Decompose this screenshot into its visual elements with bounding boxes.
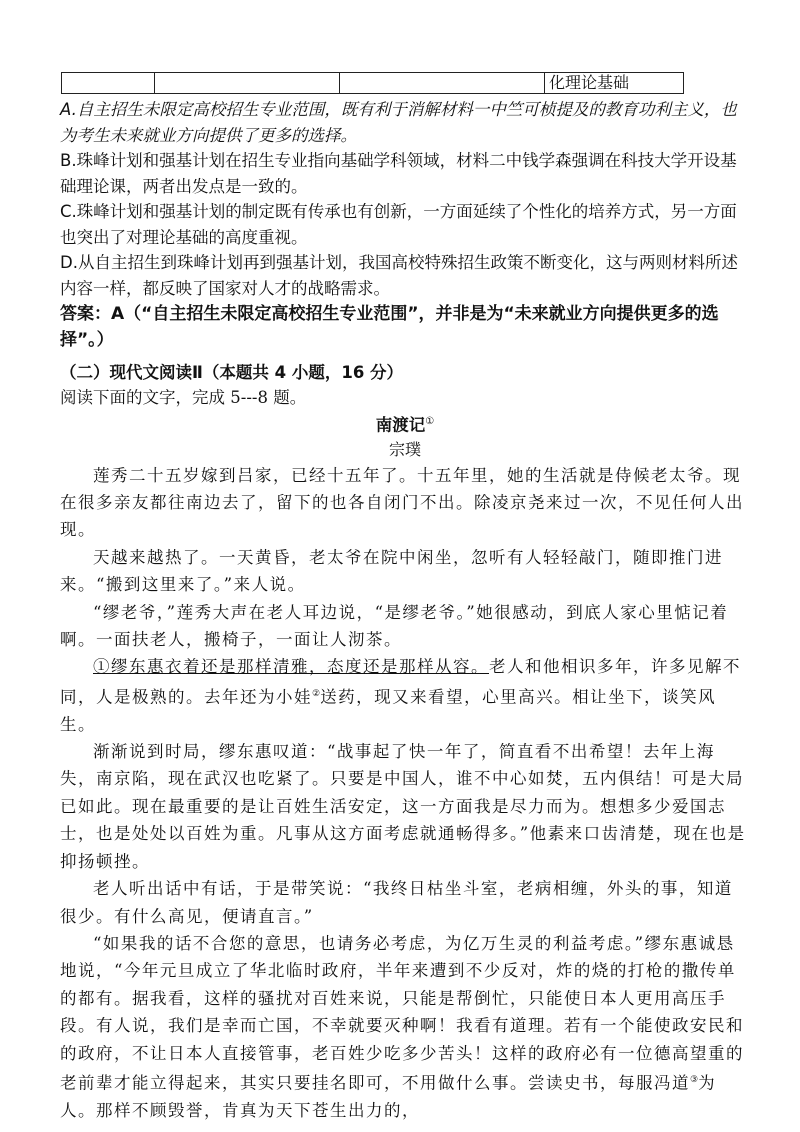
paragraph-text: “如果我的话不合您的意思，也请务必考虑，为亿万生灵的利益考虑。”缪东惠诚恳地说，“今年元旦成立了华北临时政府，半年来遭到不少反对，炸的烧的打枪的撒传单的都有。据我看，这样的骚扰对百姓来说，只能是帮倒忙，只能使日本人更用高压手段。有人说，我们是幸而亡国，不幸就要灭种啊！我看有道理。若有一个能使政安民和的政府，不让日本人直接管事，老百姓少吃多少苦头！这样的政府必有一位德高望重的老前辈才能立得起来，其实只要挂名即可，不用做什么事。尝读史书，每服冯道 [60,933,744,1093]
paragraph: 老人听出话中有话，于是带笑说：“我终日枯坐斗室，老病相缠，外头的事，知道很少。有什么高见，便请直言。” [60,879,733,926]
underlined-sentence: ①缪东惠衣着还是那样清雅，态度还是那样从容。 [93,657,489,677]
paragraph: 渐渐说到时局，缪东惠叹道：“战事起了快一年了，简直看不出希望！去年上海失，南京陷，现在武汉也吃紧了。只要是中国人，谁不中心如焚，五内俱结！可是大局已如此。现在最重要的是让百姓生活安定，这一方面我是尽力而为。想想多少爱国志士，也是处处以百姓为重。凡事从这方面考虑就通畅得多。”他素来口齿清楚，现在也是抑扬顿挫。 [60,742,746,871]
paragraph: 天越来越热了。一天黄昏，老太爷在院中闲坐，忽听有人轻轻敲门，随即推门进来。“搬到这里来了。”来人说。 [60,547,723,595]
table-cell: 化理论基础 [545,73,684,94]
article [60,410,750,1124]
article-title [60,410,750,438]
article-author: 宗璞 [388,439,421,459]
table-cell [340,73,545,94]
section-heading: （二）现代文阅读Ⅱ（本题共 4 小题，16 分） [60,363,404,382]
instruction: 阅读下面的文字，完成 5---8 题。 [60,388,307,407]
paragraph: 莲秀二十五岁嫁到吕家，已经十五年了。十五年里，她的生活就是侍候老太爷。现在很多亲友都往南边去了，留下的也各自闭门不出。除凌京尧来过一次，不见任何人出现。 [60,465,744,540]
paragraph-text: 为人。那样不顾毁誉，肯真为天下苍生出力的， [60,1073,717,1120]
table-fragment [61,72,684,94]
answer-options [60,97,750,353]
option-c: C.珠峰计划和强基计划的制定既有传承也有创新，一方面延续了个性化的培养方式，另一方面也突出了对理论基础的高度重视。 [60,202,737,247]
footnote-marker: ① [425,416,435,427]
paragraph [60,653,750,738]
answer-text: 答案：A（“自主招生未限定高校招生专业范围”，并非是为“未来就业方向提供更多的选择”。） [60,304,719,350]
footnote-marker: ② [312,688,321,699]
paragraph: “缪老爷，”莲秀大声在老人耳边说，“是缪老爷。”她很感动，到底人家心里惦记着啊。一面扶老人，搬椅子，一面让人沏茶。 [60,602,729,649]
paragraph [60,930,750,1124]
article-title-text: 南渡记 [375,415,426,435]
option-b: B.珠峰计划和强基计划在招生专业指向基础学科领域，材料二中钱学森强调在科技大学开设基础理论课，两者出发点是一致的。 [60,151,737,196]
table-cell [62,73,155,94]
paragraph-text: 老人和他相识多年，许多见解不同，人是极熟的。去年还为小娃 [60,657,741,707]
footnote-marker: ③ [690,1074,699,1085]
option-a: A.自主招生未限定高校招生专业范围，既有利于消解材料一中竺可桢提及的教育功利主义，也为考生未来就业方向提供了更多的选择。 [60,100,737,145]
option-d: D.从自主招生到珠峰计划再到强基计划，我国高校特殊招生政策不断变化，这与两则材料所述内容一样，都反映了国家对人才的战略需求。 [60,253,738,298]
paragraph-text: 送药，现又来看望，心里高兴。相让坐下，谈笑风生。 [60,687,717,734]
section-header [60,360,750,410]
table-cell [155,73,340,94]
